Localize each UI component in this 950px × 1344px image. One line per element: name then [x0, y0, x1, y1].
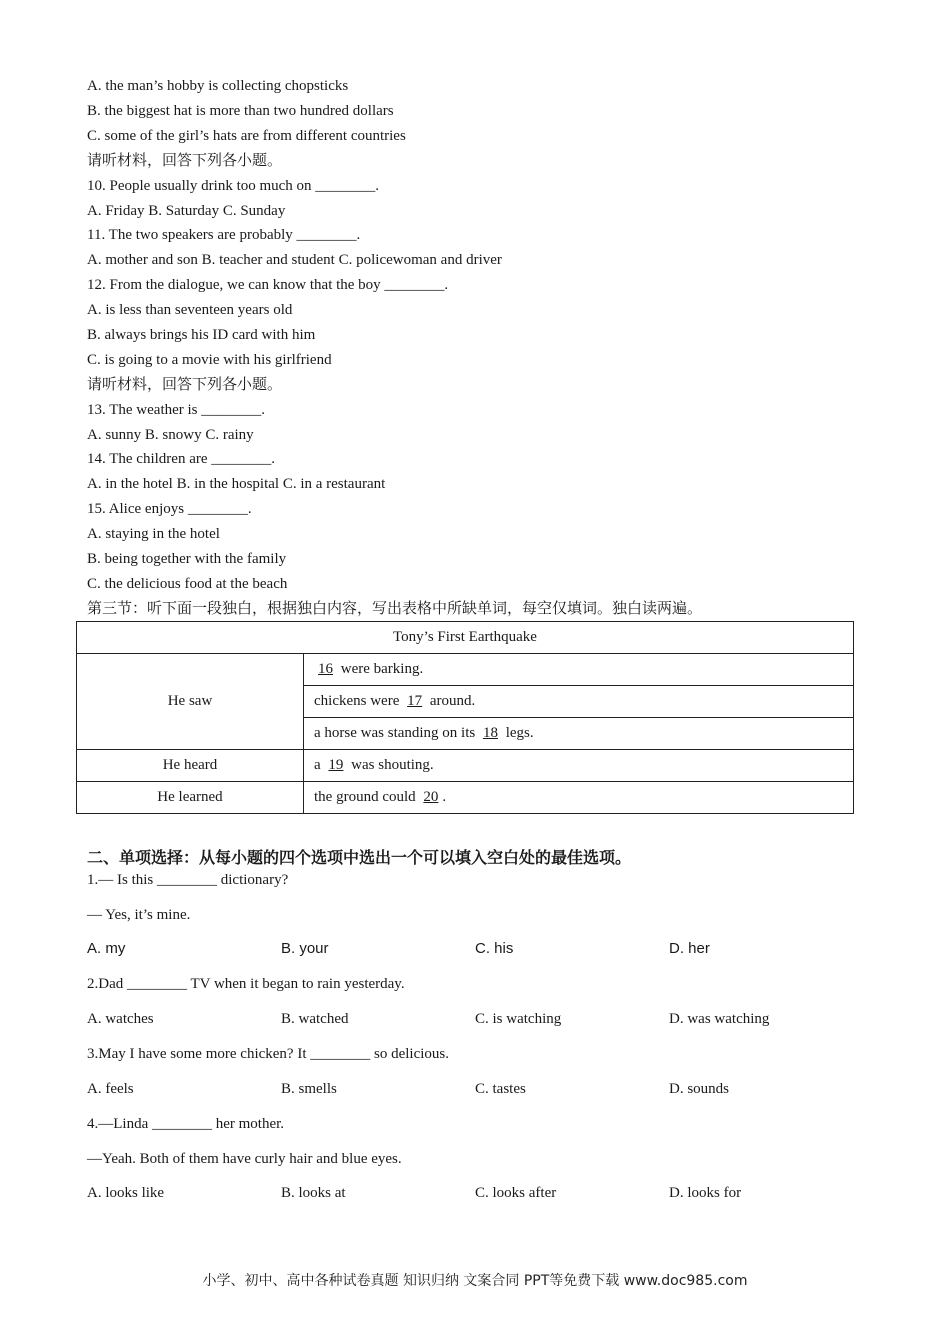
- table-row: [77, 750, 854, 782]
- question-line: 13. The weather is ________.: [87, 402, 266, 418]
- row-label-saw: He saw: [77, 654, 304, 750]
- option-c: C. is watching: [475, 1011, 562, 1027]
- option-d: D. was watching: [669, 1011, 770, 1027]
- question-line: 14. The children are ________.: [87, 451, 276, 467]
- option-b: B. watched: [281, 1011, 349, 1027]
- question-line: 15. Alice enjoys ________.: [87, 501, 252, 517]
- blank-20: 20: [423, 789, 439, 805]
- instruction-line: 请听材料，回答下列各小题。: [87, 153, 283, 169]
- table-row: [77, 622, 854, 654]
- question-stem: 2.Dad ________ TV when it began to rain yesterday.: [87, 976, 405, 992]
- table-cell: [304, 782, 854, 814]
- section-instruction: 第三节：听下面一段独白，根据独白内容，写出表格中所缺单词，每空仅填词。独白读两遍。: [87, 601, 703, 617]
- option-a: A. looks like: [87, 1185, 165, 1201]
- table-row: [77, 782, 854, 814]
- cell-text: legs.: [501, 725, 534, 741]
- cell-text: were barking.: [337, 661, 424, 677]
- option-line: A. is less than seventeen years old: [87, 302, 293, 318]
- option-line: A. in the hotel B. in the hospital C. in a restaurant: [87, 476, 386, 492]
- option-line: C. some of the girl’s hats are from different countries: [87, 128, 406, 144]
- page-footer: 小学、初中、高中各种试卷真题 知识归纳 文案合同 PPT等免费下载 www.doc985.com: [202, 1273, 748, 1289]
- instruction-line: 请听材料，回答下列各小题。: [87, 377, 283, 393]
- table-row: [77, 654, 854, 686]
- option-d: D. sounds: [669, 1081, 730, 1097]
- option-line: A. the man’s hobby is collecting chopsticks: [87, 78, 349, 94]
- option-line: A. Friday B. Saturday C. Sunday: [87, 203, 286, 219]
- option-line: A. staying in the hotel: [87, 526, 220, 542]
- cell-text: a: [314, 757, 325, 773]
- option-b: B. looks at: [281, 1185, 346, 1201]
- option-a: A. feels: [87, 1081, 134, 1097]
- option-d: D. her: [669, 940, 710, 957]
- table-cell: [304, 686, 854, 718]
- table-cell: [304, 654, 854, 686]
- option-c: C. looks after: [475, 1185, 557, 1201]
- question-line: 11. The two speakers are probably ________.: [87, 227, 361, 243]
- option-b: B. your: [281, 940, 329, 957]
- option-line: C. the delicious food at the beach: [87, 576, 288, 592]
- option-c: C. his: [475, 940, 514, 957]
- question-line: 10. People usually drink too much on ________.: [87, 178, 380, 194]
- option-b: B. smells: [281, 1081, 337, 1097]
- blank-16: 16: [318, 661, 333, 677]
- option-line: A. mother and son B. teacher and student C. policewoman and driver: [87, 252, 502, 268]
- earthquake-table: [76, 621, 854, 814]
- table-cell: [304, 750, 854, 782]
- option-line: B. being together with the family: [87, 551, 287, 567]
- cell-text: chickens were: [314, 693, 404, 709]
- cell-text: the ground could: [314, 789, 420, 805]
- question-reply: —Yeah. Both of them have curly hair and blue eyes.: [87, 1151, 402, 1167]
- option-d: D. looks for: [669, 1185, 742, 1201]
- option-line: B. always brings his ID card with him: [87, 327, 316, 343]
- table-cell: [304, 718, 854, 750]
- section-heading: 二、单项选择：从每小题的四个选项中选出一个可以填入空白处的最佳选项。: [87, 848, 632, 867]
- question-line: 12. From the dialogue, we can know that the boy ________.: [87, 277, 449, 293]
- blank-18: 18: [482, 725, 498, 741]
- cell-text: around.: [426, 693, 476, 709]
- question-stem: 4.—Linda ________ her mother.: [87, 1116, 285, 1132]
- cell-text: was shouting.: [347, 757, 434, 773]
- question-reply: — Yes, it’s mine.: [87, 907, 191, 923]
- table-title: Tony’s First Earthquake: [77, 622, 854, 654]
- option-a: A. watches: [87, 1011, 154, 1027]
- cell-text: .: [442, 789, 447, 805]
- row-label-learned: He learned: [77, 782, 304, 814]
- option-line: A. sunny B. snowy C. rainy: [87, 427, 254, 443]
- cell-text: a horse was standing on its: [314, 725, 479, 741]
- question-stem: 3.May I have some more chicken? It ________ so delicious.: [87, 1046, 449, 1062]
- row-label-heard: He heard: [77, 750, 304, 782]
- option-a: A. my: [87, 940, 126, 957]
- question-stem: 1.— Is this ________ dictionary?: [87, 872, 289, 888]
- option-c: C. tastes: [475, 1081, 526, 1097]
- blank-17: 17: [407, 693, 423, 709]
- blank-19: 19: [328, 757, 344, 773]
- option-line: B. the biggest hat is more than two hundred dollars: [87, 103, 394, 119]
- option-line: C. is going to a movie with his girlfriend: [87, 352, 332, 368]
